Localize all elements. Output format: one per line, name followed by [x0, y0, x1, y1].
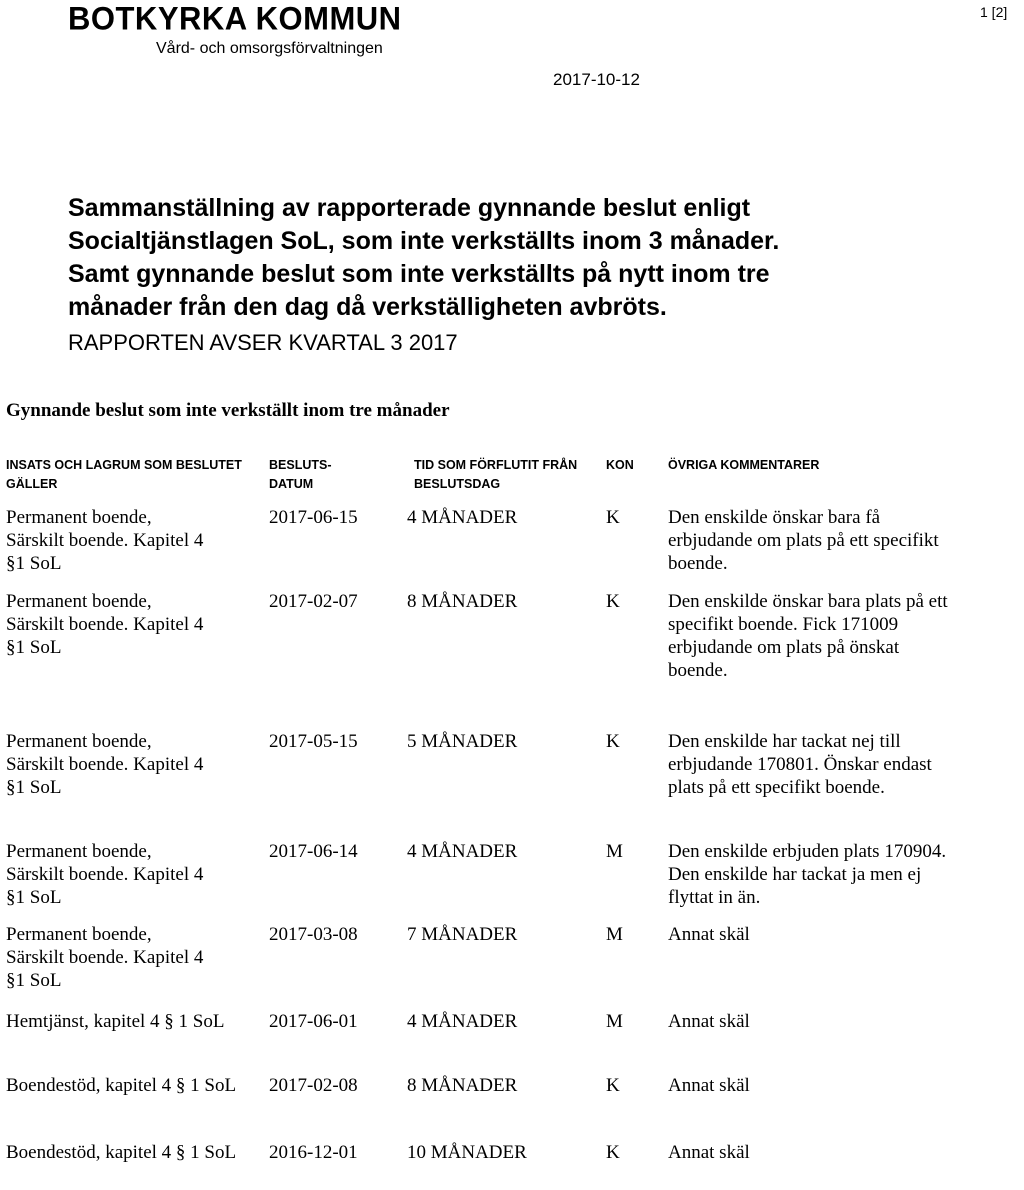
cell-kommentar: Den enskilde önskar bara få erbjudande om plats på ett specifikt boende. — [668, 507, 939, 574]
cell-datum: 2017-02-08 — [269, 1075, 358, 1096]
department-name: Vård- och omsorgsförvaltningen — [156, 40, 383, 57]
cell-datum: 2017-06-14 — [269, 841, 358, 862]
page-number: 1 [2] — [980, 4, 1008, 20]
cell-kommentar: Annat skäl — [668, 1142, 750, 1163]
cell-kommentar: Den enskilde har tackat nej till erbjudande 170801. Önskar endast plats på ett specifikt boende. — [668, 731, 932, 798]
report-title-line: månader från den dag då verkställigheten avbröts. — [68, 293, 667, 321]
cell-kommentar: Annat skäl — [668, 1011, 750, 1032]
cell-datum: 2017-06-01 — [269, 1011, 358, 1032]
cell-datum: 2017-02-07 — [269, 591, 358, 612]
cell-kon: K — [606, 1142, 620, 1163]
cell-insats: Permanent boende, Särskilt boende. Kapitel 4 §1 SoL — [6, 507, 204, 574]
cell-insats: Permanent boende, Särskilt boende. Kapitel 4 §1 SoL — [6, 841, 204, 908]
cell-insats: Permanent boende, Särskilt boende. Kapitel 4 §1 SoL — [6, 591, 204, 658]
header-tid: TID SOM FÖRFLUTIT FRÅN BESLUTSDAG — [414, 458, 578, 491]
report-title — [68, 192, 928, 324]
cell-kon: M — [606, 1011, 623, 1032]
header-beslutsdatum: BESLUTS- DATUM — [269, 458, 332, 491]
section-title: Gynnande beslut som inte verkställt inom tre månader — [6, 400, 450, 421]
cell-tid: 8 MÅNADER — [407, 1075, 518, 1096]
cell-tid: 4 MÅNADER — [407, 507, 518, 528]
header-insats: INSATS OCH LAGRUM SOM BESLUTET GÄLLER — [6, 458, 242, 491]
cell-tid: 10 MÅNADER — [407, 1142, 527, 1163]
cell-tid: 8 MÅNADER — [407, 591, 518, 612]
cell-datum: 2017-03-08 — [269, 924, 358, 945]
cell-datum: 2016-12-01 — [269, 1142, 358, 1163]
cell-insats: Permanent boende, Särskilt boende. Kapitel 4 §1 SoL — [6, 924, 204, 991]
cell-kon: M — [606, 924, 623, 945]
cell-kon: K — [606, 731, 620, 752]
cell-kommentar: Annat skäl — [668, 924, 750, 945]
cell-kon: K — [606, 591, 620, 612]
cell-insats: Boendestöd, kapitel 4 § 1 SoL — [6, 1142, 237, 1163]
report-period: RAPPORTEN AVSER KVARTAL 3 2017 — [68, 330, 458, 355]
header-kon: KON — [606, 458, 634, 472]
organization-name: BOTKYRKA KOMMUN — [68, 0, 402, 37]
cell-kommentar: Annat skäl — [668, 1075, 750, 1096]
cell-tid: 4 MÅNADER — [407, 1011, 518, 1032]
report-title-line: Sammanställning av rapporterade gynnande beslut enligt — [68, 194, 751, 222]
header-kommentarer: ÖVRIGA KOMMENTARER — [668, 458, 820, 472]
cell-tid: 4 MÅNADER — [407, 841, 518, 862]
cell-insats: Boendestöd, kapitel 4 § 1 SoL — [6, 1075, 237, 1096]
cell-kommentar: Den enskilde önskar bara plats på ett specifikt boende. Fick 171009 erbjudande om plats på önskat boende. — [668, 591, 948, 681]
report-title-line: Socialtjänstlagen SoL, som inte verkställts inom 3 månader. — [68, 227, 780, 255]
cell-datum: 2017-06-15 — [269, 507, 358, 528]
cell-datum: 2017-05-15 — [269, 731, 358, 752]
cell-kon: M — [606, 841, 623, 862]
cell-insats: Hemtjänst, kapitel 4 § 1 SoL — [6, 1011, 225, 1032]
cell-tid: 5 MÅNADER — [407, 731, 518, 752]
cell-insats: Permanent boende, Särskilt boende. Kapitel 4 §1 SoL — [6, 731, 204, 798]
cell-tid: 7 MÅNADER — [407, 924, 518, 945]
cell-kommentar: Den enskilde erbjuden plats 170904. Den enskilde har tackat ja men ej flyttat in än. — [668, 841, 947, 908]
document-date: 2017-10-12 — [553, 70, 640, 89]
report-title-line: Samt gynnande beslut som inte verkställts på nytt inom tre — [68, 260, 770, 288]
cell-kon: K — [606, 1075, 620, 1096]
cell-kon: K — [606, 507, 620, 528]
